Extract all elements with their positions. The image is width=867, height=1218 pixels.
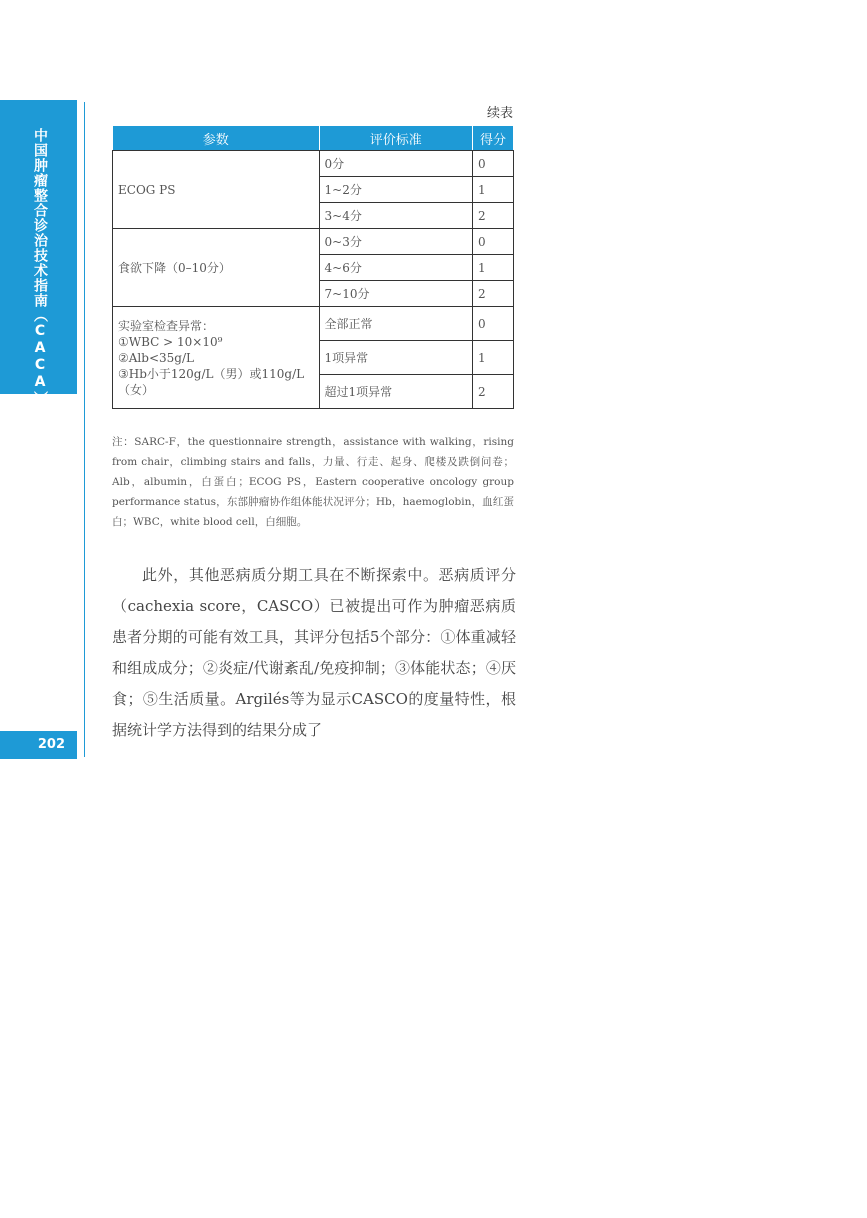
criterion-cell: 0分 bbox=[319, 151, 473, 177]
parameter-ecog: ECOG PS bbox=[113, 151, 320, 229]
body-paragraph-container bbox=[112, 560, 516, 746]
body-paragraph: 此外，其他恶病质分期工具在不断探索中。恶病质评分（cachexia score，CASCO）已被提出可作为肿瘤恶病质患者分期的可能有效工具，其评分包括5个部分：①体重减轻和组成成分；②炎症/代谢紊乱/免疫抑制；③体能状态；④厌食；⑤生活质量。Argilés等为显示CASCO的度量特性，根据统计学方法得到的结果分成了 bbox=[112, 566, 516, 739]
margin-rule bbox=[84, 102, 85, 757]
header-criterion: 评价标准 bbox=[319, 126, 473, 151]
table-caption: 续表 bbox=[486, 106, 513, 121]
score-cell: 1 bbox=[473, 255, 514, 281]
score-cell: 2 bbox=[473, 375, 514, 409]
table-row bbox=[113, 151, 514, 177]
header-parameter: 参数 bbox=[113, 126, 320, 151]
parameter-lab bbox=[113, 307, 320, 409]
score-cell: 1 bbox=[473, 177, 514, 203]
table-row bbox=[113, 229, 514, 255]
header-score: 得分 bbox=[473, 126, 514, 151]
lab-line: ①WBC > 10×10⁹ bbox=[118, 334, 223, 349]
score-cell: 2 bbox=[473, 203, 514, 229]
table-note: 注：SARC-F，the questionnaire strength，assistance with walking，rising from chair，climbing stairs and falls，力量、行走、起身、爬楼及跌倒问卷；Alb，albumin，白蛋白；ECOG PS，Eastern cooperative oncology group performance status，东部肿瘤协作组体能状况评分；Hb，haemoglobin，血红蛋白；WBC，white blood cell，白细胞。 bbox=[112, 436, 514, 528]
criterion-cell: 7~10分 bbox=[319, 281, 473, 307]
page-number: 202 bbox=[0, 731, 77, 759]
score-cell: 0 bbox=[473, 151, 514, 177]
score-cell: 0 bbox=[473, 229, 514, 255]
lab-line: 实验室检查异常： bbox=[118, 318, 215, 333]
assessment-table bbox=[112, 125, 514, 409]
criterion-cell: 3~4分 bbox=[319, 203, 473, 229]
criterion-cell: 0~3分 bbox=[319, 229, 473, 255]
lab-line: ②Alb<35g/L bbox=[118, 350, 194, 365]
table-row bbox=[113, 307, 514, 341]
table-header-row bbox=[113, 126, 514, 151]
parameter-appetite: 食欲下降（0–10分） bbox=[113, 229, 320, 307]
criterion-cell: 1项异常 bbox=[319, 341, 473, 375]
score-cell: 1 bbox=[473, 341, 514, 375]
criterion-cell: 超过1项异常 bbox=[319, 375, 473, 409]
score-cell: 2 bbox=[473, 281, 514, 307]
criterion-cell: 全部正常 bbox=[319, 307, 473, 341]
score-cell: 0 bbox=[473, 307, 514, 341]
lab-line: ③Hb小于120g/L（男）或110g/L（女） bbox=[118, 366, 305, 397]
criterion-cell: 1~2分 bbox=[319, 177, 473, 203]
sidebar-title: 中国肿瘤整合诊治技术指南（CACA） bbox=[32, 128, 48, 406]
criterion-cell: 4~6分 bbox=[319, 255, 473, 281]
